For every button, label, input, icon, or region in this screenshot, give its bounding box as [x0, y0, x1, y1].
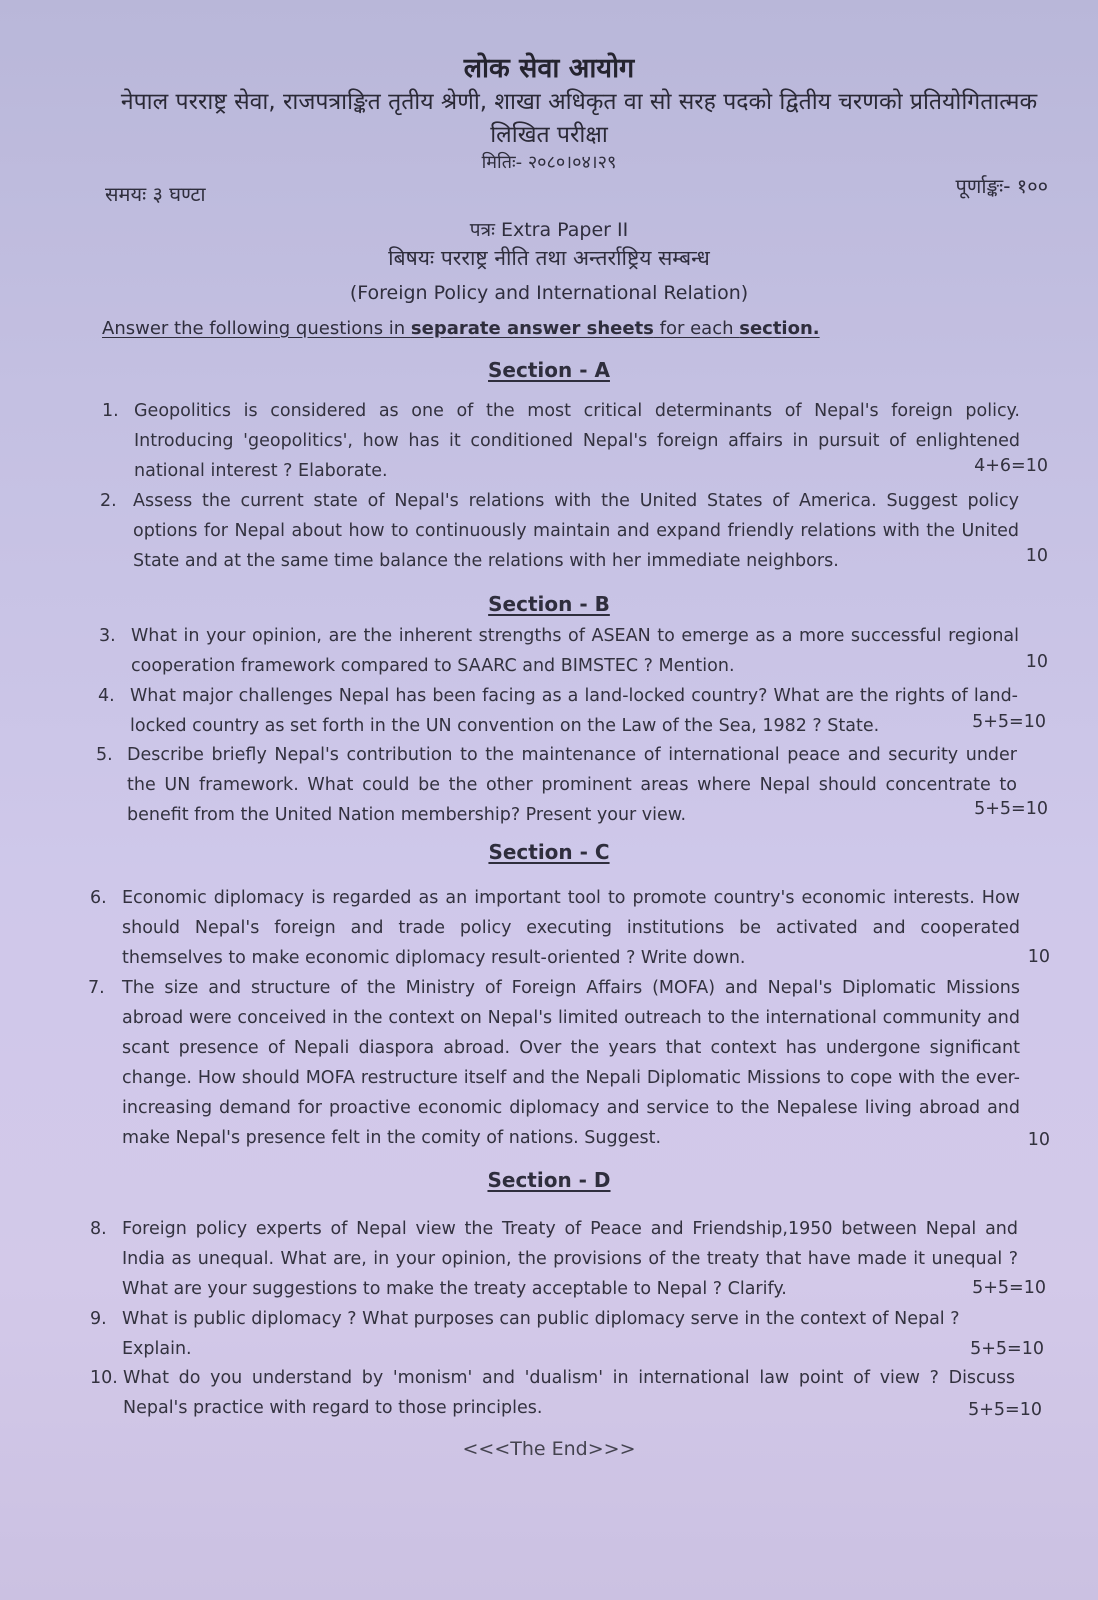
question-text: What in your opinion, are the inherent strengths of ASEAN to emerge as a more successful regional cooperation framework compared to SAARC and BIMSTEC ? Mention.: [131, 626, 1019, 676]
instruction-part: for each: [653, 318, 740, 339]
question-item: [90, 1363, 1040, 1423]
question-item: [98, 681, 1048, 741]
full-marks: पूर्णाङ्कः- १००: [955, 174, 1048, 198]
subject-label: बिषयः परराष्ट्र नीति तथा अन्तर्राष्ट्रिय सम्बन्ध: [388, 246, 710, 270]
question-item: [88, 973, 1038, 1153]
question-number: 8.: [90, 1219, 107, 1239]
question-item: [99, 621, 1049, 681]
instruction-part: Answer the following questions in: [102, 318, 411, 339]
question-item: [96, 740, 1046, 830]
exam-duration: समयः ३ घण्टा: [105, 182, 206, 206]
question-number: 3.: [99, 626, 116, 646]
question-number: 5.: [96, 745, 113, 765]
exam-title-line2: लिखित परीक्षा: [490, 122, 608, 148]
question-text: What do you understand by 'monism' and 'dualism' in international law point of view ? Discuss Nepal's practice with regard to those principles.: [123, 1368, 1015, 1418]
question-marks: 10: [1027, 1130, 1050, 1150]
question-item: [90, 883, 1040, 973]
paper-label: पत्रः Extra Paper II: [469, 219, 629, 241]
question-number: 9.: [90, 1309, 107, 1329]
question-marks: 5+5=10: [970, 1339, 1044, 1359]
question-text: Geopolitics is considered as one of the most critical determinants of Nepal's foreign policy. Introducing 'geopolitics', how has it conditioned Nepal's foreign affairs in pursuit of enlightened national interest ? Elaborate.: [134, 401, 1020, 481]
question-number: 7.: [88, 978, 105, 998]
question-marks: 4+6=10: [974, 456, 1048, 476]
instruction-text: [102, 318, 820, 339]
question-text: Assess the current state of Nepal's relations with the United States of America. Suggest policy options for Nepal about how to continuously maintain and expand friendly relations with the United State and at the same time balance the relations with her immediate neighbors.: [133, 491, 1019, 571]
subject-english: (Foreign Policy and International Relation): [349, 282, 749, 304]
question-number: 6.: [90, 888, 107, 908]
question-text: Economic diplomacy is regarded as an important tool to promote country's economic interests. How should Nepal's foreign and trade policy executing institutions be activated and cooperated themselves to make economic diplomacy result-oriented ? Write down.: [122, 888, 1020, 968]
question-text: Describe briefly Nepal's contribution to the maintenance of international peace and security under the UN framework. What could be the other prominent areas where Nepal should concentrate to benefit from the United Nation membership? Present your view.: [127, 745, 1017, 825]
end-marker: <<<The End>>>: [462, 1438, 636, 1460]
question-number: 4.: [98, 686, 115, 706]
question-marks: 10: [1025, 546, 1048, 566]
section-heading-d: Section - D: [487, 1168, 611, 1192]
question-item: [100, 486, 1050, 576]
section-heading-b: Section - B: [488, 592, 610, 616]
question-item: [102, 396, 1052, 486]
organization-title: लोक सेवा आयोग: [463, 53, 635, 84]
question-number: 2.: [100, 491, 117, 511]
question-text: The size and structure of the Ministry of Foreign Affairs (MOFA) and Nepal's Diplomatic Missions abroad were conceived in the context on Nepal's limited outreach to the international community and scant presence of Nepali diaspora abroad. Over the years that context has undergone significant change. How should MOFA restructure itself and the Nepali Diplomatic Missions to cope with the ever-increasing demand for proactive economic diplomacy and service to the Nepalese living abroad and make Nepal's presence felt in the comity of nations. Suggest.: [122, 978, 1020, 1148]
question-number: 10.: [90, 1368, 118, 1388]
question-marks: 5+5=10: [972, 712, 1046, 732]
instruction-emphasis: section.: [739, 318, 820, 339]
question-text: Foreign policy experts of Nepal view the Treaty of Peace and Friendship,1950 between Nepal and India as unequal. What are, in your opinion, the provisions of the treaty that have made it unequal ? What are your suggestions to make the treaty acceptable to Nepal ? Clarify.: [122, 1219, 1018, 1299]
question-marks: 10: [1025, 652, 1048, 672]
question-marks: 5+5=10: [974, 799, 1048, 819]
section-heading-c: Section - C: [488, 840, 610, 864]
exam-date: मितिः- २०८०।०४।२९: [481, 152, 617, 173]
section-heading-a: Section - A: [488, 358, 610, 382]
question-marks: 10: [1027, 947, 1050, 967]
question-marks: 5+5=10: [968, 1400, 1042, 1420]
instruction-emphasis: separate answer sheets: [410, 318, 654, 339]
question-marks: 5+5=10: [972, 1278, 1046, 1298]
exam-title-line1: नेपाल परराष्ट्र सेवा, राजपत्राङ्कित तृतीय श्रेणी, शाखा अधिकृत वा सो सरह पदको द्वितीय चरणको प्रतियोगितात्मक: [120, 89, 1038, 115]
question-number: 1.: [102, 401, 119, 421]
question-item: [90, 1214, 1040, 1304]
question-text: What major challenges Nepal has been facing as a land-locked country? What are the rights of land-locked country as set forth in the UN convention on the Law of the Sea, 1982 ? State.: [130, 686, 1018, 736]
question-text: What is public diplomacy ? What purposes can public diplomacy serve in the context of Nepal ? Explain.: [122, 1309, 960, 1359]
